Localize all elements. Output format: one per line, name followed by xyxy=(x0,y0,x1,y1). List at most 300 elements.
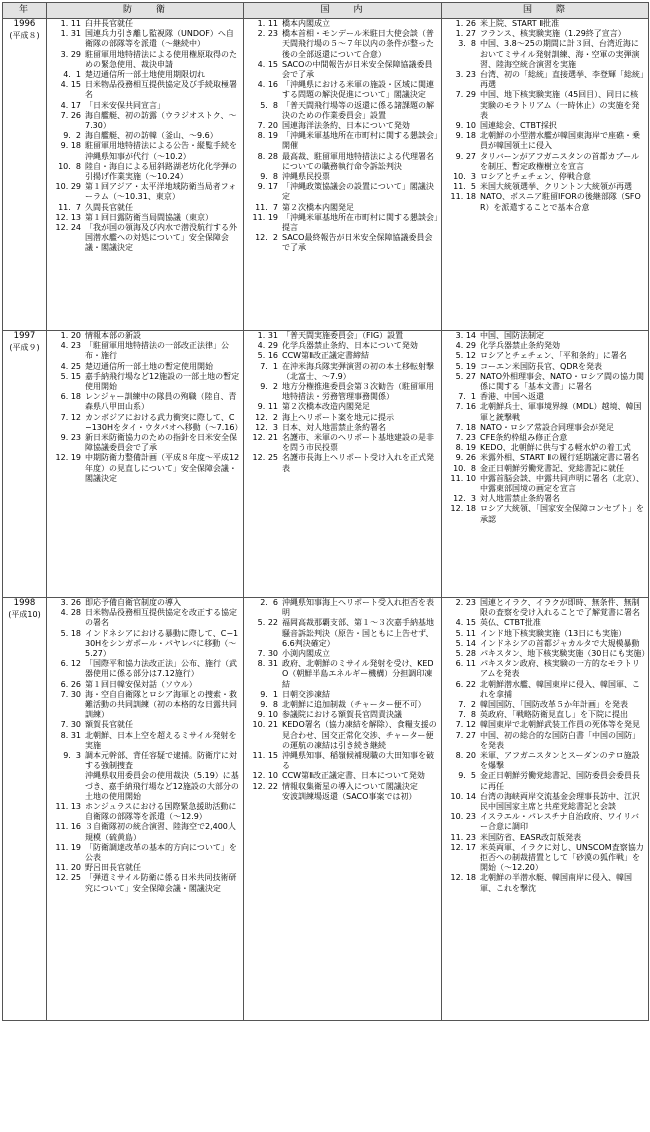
event-date: 11. 16 xyxy=(55,822,81,832)
event-text: 沖縄県知事、稲嶺候補現職の大田知事を破る xyxy=(282,751,434,771)
event-text: 橋本首相・モンデール米駐日大使会談（普天間飛行場の５〜７年以内の条件が整った後の全部返還について合意） xyxy=(282,29,434,59)
event-text: 沖縄県知事海上ヘリポート受入れ拒否を表明 xyxy=(282,598,434,618)
event-text: 野呂田長官就任 xyxy=(85,863,141,873)
event-text: 名護市、米軍のヘリポート基地建設の是非を問う市民投票 xyxy=(282,433,434,453)
event-entry xyxy=(47,162,243,182)
event-text: 第２次橋本内閣発足 xyxy=(282,202,354,212)
event-text: 金正日朝鮮労働党総書記、国防委員会委員長に再任 xyxy=(480,771,640,791)
event-entry xyxy=(442,402,648,422)
event-text: CFE条約枠組み修正合意 xyxy=(480,433,568,443)
event-entry xyxy=(442,629,648,639)
event-date xyxy=(244,792,282,802)
event-entry xyxy=(47,19,243,29)
event-text: CCW第Ⅱ改正議定書締結 xyxy=(282,351,370,361)
event-entry xyxy=(244,771,441,781)
event-entry xyxy=(442,90,648,121)
event-text: 海自艦艇、初の訪韓（釜山、〜9.6） xyxy=(85,131,218,141)
event-entry xyxy=(47,372,243,392)
event-date: 5. 28 xyxy=(455,649,476,659)
event-text: 「防衛調達改革の基本的方向について」を公表 xyxy=(85,842,237,863)
event-date: 8. 31 xyxy=(257,659,278,669)
event-text: タリバーンがアフガニスタンの首都カブールを制圧、暫定政権樹立を宣言 xyxy=(480,151,640,171)
event-text: NATO・ロシア常設合同理事会が発足 xyxy=(480,422,615,432)
event-entry xyxy=(244,782,441,792)
domestic-cell xyxy=(244,331,442,598)
international-cell xyxy=(442,598,649,1021)
year-cell xyxy=(3,598,47,1021)
event-text: ロシア大統領、「国家安全保障コンセプト」を承認 xyxy=(480,504,644,524)
event-text: 中期防衛力整備計画（平成８年度〜平成12年度）の見直しについて」安全保障会議・閣議決定 xyxy=(85,453,240,483)
event-date: 7. 12 xyxy=(455,720,476,730)
event-entry xyxy=(244,121,441,131)
event-text: 久間長官就任 xyxy=(85,202,133,212)
event-date: 4. 15 xyxy=(455,618,476,628)
event-date: 5. 18 xyxy=(60,628,81,638)
event-date: 9. 2 xyxy=(260,382,278,392)
event-date: 3. 29 xyxy=(60,49,81,59)
event-text: 中国、初の総合的な国防白書「中国の国防」を発表 xyxy=(480,730,640,750)
event-date: 8. 20 xyxy=(455,751,476,761)
event-text: 北朝鮮、日本上空を超えるミサイル発射を実施 xyxy=(85,730,237,750)
event-date: 9. 27 xyxy=(455,151,476,161)
event-entry xyxy=(442,710,648,720)
event-date: 9. 3 xyxy=(63,751,81,761)
event-entry xyxy=(244,649,441,659)
event-date: 3. 23 xyxy=(455,70,476,80)
event-text: KEDO、北朝鮮に供与する軽水炉の着工式 xyxy=(480,443,631,453)
event-text: 海自艦艇、初の訪露（ウラジオストク、〜7.30） xyxy=(85,110,237,131)
event-text: 情報本部の新設 xyxy=(85,331,141,340)
event-text: 「沖縄政策協議会の設置について」閣議決定 xyxy=(282,182,434,202)
event-entry xyxy=(244,351,441,361)
event-text: 参議院における額賀長官問責決議 xyxy=(282,710,402,720)
event-entry xyxy=(47,50,243,70)
event-text: 海・空自自衛隊とロシア海軍との捜索・救難活動の共同訓練（初の本格的な日露共同訓練） xyxy=(85,689,237,720)
event-date: 9. 23 xyxy=(60,433,81,443)
event-entry xyxy=(442,351,648,361)
event-date: 4. 25 xyxy=(60,361,81,371)
event-text: 福岡高裁那覇支部、第１〜３次嘉手納基地騒音訴訟判決（原告・国ともに上告せず、6.6判決確定） xyxy=(282,618,434,648)
event-entry xyxy=(47,433,243,453)
event-entry xyxy=(244,131,441,151)
event-date: 9. 11 xyxy=(257,402,278,412)
event-date: 8. 28 xyxy=(257,151,278,161)
event-text: 英政府、「戦略防衛見直し」を下院に提出 xyxy=(480,710,628,720)
event-date: 11. 5 xyxy=(453,182,476,192)
event-date: 11. 20 xyxy=(55,863,81,873)
event-text: ロシアとチェチェン、「平和条約」に署名 xyxy=(480,351,627,361)
event-date: 12. 21 xyxy=(252,433,278,443)
event-entry xyxy=(442,494,648,504)
event-date: 5. 8 xyxy=(260,100,278,110)
event-text: 第１回日韓安保対話（ソウル） xyxy=(85,679,197,689)
event-date: 11. 7 xyxy=(255,202,278,212)
event-entry xyxy=(442,39,648,70)
event-entry xyxy=(47,203,243,213)
event-text: 第１回アジア・太平洋地域防衛当局者フォーラム（〜10.31、東京） xyxy=(85,182,237,202)
event-text: 最高裁、駐留軍用地特措法による代理署名についての職務執行命令訴訟判決 xyxy=(282,151,434,171)
international-cell xyxy=(442,331,649,598)
event-entry xyxy=(244,423,441,433)
event-entry xyxy=(442,372,648,392)
event-entry xyxy=(244,659,441,690)
event-entry xyxy=(47,111,243,131)
event-entry xyxy=(47,413,243,433)
event-date: 10. 8 xyxy=(58,161,81,171)
event-date: 6. 26 xyxy=(60,679,81,689)
event-text: 「国際平和協力法改正法」公布、施行（武器使用に係る部分は7.12施行） xyxy=(85,659,237,679)
event-entry xyxy=(244,710,441,720)
event-date: 7. 30 xyxy=(60,720,81,730)
event-text: 化学兵器禁止条約、日本について発効 xyxy=(282,341,418,351)
event-entry xyxy=(244,172,441,182)
event-text: 地方分権推進委員会第３次勧告（駐留軍用地特措法・労務管理事務関係） xyxy=(282,382,434,402)
event-text: 国連総会、CTBT採択 xyxy=(480,121,557,131)
event-text: 小渕内閣成立 xyxy=(282,649,330,659)
event-entry xyxy=(244,720,441,751)
defense-cell xyxy=(47,331,244,598)
event-date: 1. 26 xyxy=(455,19,476,28)
event-entry xyxy=(442,121,648,131)
event-entry xyxy=(244,792,441,802)
event-entry xyxy=(244,60,441,80)
event-entry xyxy=(47,822,243,842)
event-date: 12. 25 xyxy=(55,873,81,883)
event-date: 5. 14 xyxy=(455,638,476,648)
event-date: 7. 20 xyxy=(257,121,278,131)
event-date: 2. 23 xyxy=(257,29,278,39)
event-date: 3. 14 xyxy=(455,331,476,340)
year-row xyxy=(3,598,649,1021)
event-entry xyxy=(47,680,243,690)
header-year: 年 xyxy=(3,3,47,19)
event-entry xyxy=(47,141,243,161)
event-entry xyxy=(442,392,648,402)
event-entry xyxy=(244,598,441,618)
event-text: 駐留軍用地特措法による公告・縦覧手続を沖縄県知事が代行（〜10.2） xyxy=(85,141,237,161)
event-date: 8. 19 xyxy=(455,443,476,453)
event-text: 北朝鮮の小型潜水艦が韓国東海岸で座礁・乗員が韓国領土に侵入 xyxy=(480,131,640,151)
event-text: 「日米安保共同宣言」 xyxy=(85,100,165,110)
event-text: 北朝鮮の半潜水艇、韓国南岸に侵入、韓国軍、これを撃沈 xyxy=(480,873,632,893)
event-date: 5. 22 xyxy=(257,618,278,628)
era-label: (平成８) xyxy=(9,31,40,40)
event-entry xyxy=(244,101,441,121)
event-entry xyxy=(442,192,648,212)
event-date: 2. 6 xyxy=(260,598,278,607)
event-text: 額賀長官就任 xyxy=(85,720,133,730)
event-entry xyxy=(47,771,243,802)
event-date: 9. 10 xyxy=(257,710,278,720)
year-label: 1997 xyxy=(13,331,36,341)
event-entry xyxy=(442,152,648,172)
event-date: 9. 1 xyxy=(260,689,278,699)
event-text: 日米物品役務相互提供協定を改正する協定の署名 xyxy=(85,608,237,628)
event-date: 12. 3 xyxy=(255,422,278,432)
event-entry xyxy=(442,771,648,791)
event-date: 7. 18 xyxy=(455,422,476,432)
event-entry xyxy=(244,453,441,473)
event-date: 11. 10 xyxy=(450,473,476,483)
event-date: 9. 18 xyxy=(60,141,81,151)
event-text: ホンジュラスにおける国際緊急援助活動に自衛隊の部隊等を派遣（〜12.9） xyxy=(85,802,237,822)
event-text: 中露首脳会談、中露共同声明に署名（北京）、中露東部国境の画定を宣言 xyxy=(480,473,644,494)
event-text: 「普天間飛行場等の返還に係る諸課題の解決のための作業委員会」設置 xyxy=(282,100,434,120)
event-text: 駐留軍用地特措法による使用権原取得のための緊急使用、裁決申請 xyxy=(85,49,237,69)
event-text: 国連兵力引き離し監視隊（UNDOF）へ自衛隊の部隊等を派遣（〜継続中） xyxy=(85,29,234,49)
event-date: 11. 19 xyxy=(252,212,278,222)
event-text: 嘉手納飛行場など12施設の一部土地の暫定使用開始 xyxy=(85,371,240,392)
event-entry xyxy=(442,182,648,192)
event-text: 橋本内閣成立 xyxy=(282,19,330,28)
event-entry xyxy=(244,233,441,253)
event-text: 情報収集衛星の導入について閣議決定 xyxy=(282,781,418,791)
event-text: 対人地雷禁止条約署名 xyxy=(480,494,560,504)
event-text: 北朝鮮に追加制裁（チャーター便不可） xyxy=(282,700,426,710)
event-entry xyxy=(442,843,648,874)
international-cell xyxy=(442,19,649,331)
event-date: 7. 1 xyxy=(260,361,278,371)
event-date: 11. 7 xyxy=(58,202,81,212)
event-date: 12. 25 xyxy=(252,453,278,463)
event-entry xyxy=(47,80,243,100)
event-date: 4. 29 xyxy=(257,341,278,351)
event-entry xyxy=(47,70,243,80)
event-text: 新日米防衛協力のための指針を日米安全保障協議委員会で了承 xyxy=(85,433,237,453)
event-date: 11. 23 xyxy=(450,832,476,842)
event-date: 4. 16 xyxy=(257,80,278,90)
event-date: 9. 18 xyxy=(455,131,476,141)
event-text: 中国、国防法制定 xyxy=(480,331,544,340)
event-text: 香港、中国へ返還 xyxy=(480,392,544,402)
event-text: 日米物品役務相互提供協定及び手続取極署名 xyxy=(85,80,237,100)
event-text: 安波訓練場返還（SACO事案では初） xyxy=(282,791,417,801)
event-entry xyxy=(442,873,648,893)
event-entry xyxy=(47,598,243,608)
event-date: 9. 8 xyxy=(260,700,278,710)
event-date: 12. 2 xyxy=(255,412,278,422)
event-entry xyxy=(442,833,648,843)
event-entry xyxy=(244,19,441,29)
event-entry xyxy=(442,618,648,628)
event-entry xyxy=(244,362,441,382)
event-text: 調本元幹部、背任容疑で逮捕。防衛庁に対する強制捜査 xyxy=(85,751,237,771)
event-date: 1. 31 xyxy=(257,331,278,340)
event-date: 4. 15 xyxy=(257,59,278,69)
event-date: 10. 14 xyxy=(450,791,476,801)
event-entry xyxy=(47,843,243,863)
event-text: フランス、核実験実施（1.29終了宣言） xyxy=(480,29,626,39)
event-date: 6. 18 xyxy=(60,392,81,402)
event-entry xyxy=(442,700,648,710)
event-text: 沖縄県民投票 xyxy=(282,172,330,182)
event-date: 5. 27 xyxy=(455,371,476,381)
event-entry xyxy=(47,341,243,361)
event-text: 「弾道ミサイル防衛に係る日米共同技術研究について」安全保障会議・閣議決定 xyxy=(85,873,237,893)
event-entry xyxy=(442,812,648,832)
event-entry xyxy=(442,731,648,751)
event-date: 6. 22 xyxy=(455,679,476,689)
event-text: 「我が国の領海及び内水で潜没航行する外国潜水艦への対処について」安全保障会議・閣議決定 xyxy=(85,223,237,253)
defense-cell xyxy=(47,19,244,331)
event-date: 7. 8 xyxy=(458,710,476,720)
year-label: 1998 xyxy=(13,598,36,608)
event-date: 12. 19 xyxy=(55,453,81,463)
event-date: 5. 12 xyxy=(455,351,476,361)
event-text: 台湾の海峡両岸交流基金会理事長訪中、江沢民中国国家主席と共産党総書記と会談 xyxy=(480,791,640,812)
event-text: 米軍、アフガニスタンとスーダンのテロ施設を爆撃 xyxy=(480,751,640,771)
event-text: インドネシアの首都ジャカルタで大規模暴動 xyxy=(480,638,640,648)
event-date: 6. 11 xyxy=(455,659,476,669)
event-date: 9. 2 xyxy=(63,131,81,141)
event-date: 4. 29 xyxy=(455,341,476,351)
event-entry xyxy=(442,680,648,700)
year-cell xyxy=(3,19,47,331)
event-text: インド地下核実験実施（13日にも実施） xyxy=(480,628,627,638)
event-date: 10. 29 xyxy=(55,182,81,192)
event-entry xyxy=(442,362,648,372)
event-date: 10. 23 xyxy=(450,812,476,822)
event-date: 2. 23 xyxy=(455,598,476,607)
event-text: 沖縄県収用委員会の使用裁決（5.19）に基づき、嘉手納飛行場など12施設の大部分の土地の使用開始 xyxy=(85,771,239,801)
event-date: 4. 1 xyxy=(63,70,81,80)
header-international: 国 際 xyxy=(442,3,649,19)
event-text: 国連とイラク、イラクが即時、無条件、無制限の査察を受け入れることで了解覚書に署名 xyxy=(480,598,640,618)
event-entry xyxy=(244,751,441,771)
event-text: 楚辺通信所一部土地使用期限切れ xyxy=(85,70,205,80)
event-entry xyxy=(47,802,243,822)
event-text: 陸自・海自による屈斜路湖老坊化化学弾の引揚げ作業実施（〜10.24） xyxy=(85,161,237,182)
event-entry xyxy=(47,392,243,412)
year-label: 1996 xyxy=(13,19,36,29)
event-date: 7. 29 xyxy=(455,90,476,100)
event-text: 即応予備自衛官制度の導入 xyxy=(85,598,181,607)
era-label: (平成９) xyxy=(9,343,40,352)
event-text: 「沖縄米軍基地所在市町村に関する懇談会」提言 xyxy=(282,212,438,233)
era-label: (平成10) xyxy=(8,610,41,619)
event-date: 11. 13 xyxy=(55,802,81,812)
event-text: 韓国東岸で北朝鮮武装工作員の死体等を発見 xyxy=(480,720,640,730)
event-entry xyxy=(47,751,243,771)
event-date: 10. 8 xyxy=(453,463,476,473)
event-entry xyxy=(442,172,648,182)
event-date: 10. 3 xyxy=(453,172,476,182)
event-date xyxy=(47,771,85,802)
event-entry xyxy=(442,341,648,351)
event-date: 1. 20 xyxy=(60,331,81,340)
event-entry xyxy=(47,453,243,484)
event-date: 7. 23 xyxy=(455,433,476,443)
event-date: 7. 30 xyxy=(60,689,81,699)
event-date: 12. 18 xyxy=(450,873,476,883)
event-entry xyxy=(244,402,441,412)
event-entry xyxy=(47,101,243,111)
event-entry xyxy=(244,700,441,710)
event-date: 9. 26 xyxy=(455,453,476,463)
event-entry xyxy=(442,331,648,341)
event-text: インドネシアにおける暴動に際して、C−130Hをシンガポール・パヤレバに移動（〜5.27） xyxy=(85,628,239,659)
event-date: 1. 11 xyxy=(257,19,278,28)
event-text: 化学兵器禁止条約発効 xyxy=(480,341,560,351)
year-row xyxy=(3,331,649,598)
event-text: パキスタン、地下核実験実施（30日にも実施） xyxy=(480,649,650,659)
event-entry xyxy=(47,731,243,751)
event-entry xyxy=(47,629,243,660)
event-entry xyxy=(442,453,648,463)
year-row xyxy=(3,19,649,331)
event-date: 3. 26 xyxy=(60,598,81,607)
event-text: 日朝交渉凍結 xyxy=(282,689,330,699)
event-entry xyxy=(47,608,243,628)
event-entry xyxy=(47,863,243,873)
event-entry xyxy=(47,131,243,141)
event-date: 4. 28 xyxy=(60,608,81,618)
event-text: 第１回日露防衛当局間協議（東京） xyxy=(85,212,213,222)
event-entry xyxy=(442,792,648,812)
event-text: 北朝鮮兵士、軍事境界線（MDL）越境、韓国軍と銃撃戦 xyxy=(480,402,642,422)
event-text: 中国、地下核実験実施（45回目）、同日に核実験のモラトリアム（一時休止）の実施を発表 xyxy=(480,90,640,120)
event-text: イスラエル・パレスチナ自治政府、ワイリバー合意に調印 xyxy=(480,812,640,832)
event-entry xyxy=(442,751,648,771)
event-text: SACOの中間報告が日米安全保障協議委員会で了承 xyxy=(282,59,433,80)
event-entry xyxy=(442,423,648,433)
event-date: 9. 5 xyxy=(458,771,476,781)
event-entry xyxy=(244,213,441,233)
event-entry xyxy=(244,413,441,423)
event-entry xyxy=(244,80,441,100)
event-date: 1. 31 xyxy=(60,29,81,39)
event-date: 8. 31 xyxy=(60,730,81,740)
event-text: ３自衛隊初の統合演習、陸海空で2,400人規模（硫黄島） xyxy=(85,822,236,842)
event-date: 7. 12 xyxy=(60,412,81,422)
event-text: 臼井長官就任 xyxy=(85,19,133,28)
event-date: 3. 8 xyxy=(458,39,476,49)
event-date: 7. 30 xyxy=(257,649,278,659)
event-text: 韓国国防、「国防改革５か年計画」を発表 xyxy=(480,700,628,710)
event-date: 5. 11 xyxy=(455,628,476,638)
event-entry xyxy=(47,331,243,341)
event-date: 1. 11 xyxy=(60,19,81,28)
chronology-table xyxy=(2,2,649,1021)
event-date: 1. 27 xyxy=(455,29,476,39)
event-text: 在沖米海兵隊実弾演習の初の本土移転射撃（北富士、〜7.9） xyxy=(282,361,434,381)
event-entry xyxy=(47,690,243,721)
event-text: 日本、対人地雷禁止条約署名 xyxy=(282,422,386,432)
event-text: 「沖縄米軍基地所在市町村に関する懇談会」開催 xyxy=(282,131,438,151)
event-text: 米上院、START Ⅱ批准 xyxy=(480,19,560,28)
event-text: 米国防省、EASR改訂版発表 xyxy=(480,832,582,842)
event-date: 12. 3 xyxy=(453,494,476,504)
event-entry xyxy=(47,362,243,372)
event-text: 金正日朝鮮労働党書記、党総書記に就任 xyxy=(480,463,624,473)
event-text: カンボジアにおける武力衝突に際して、C−130Hをタイ・ウタパオへ移動（〜7.16） xyxy=(85,412,243,432)
event-text: 国連海洋法条約、日本について発効 xyxy=(282,121,410,131)
event-entry xyxy=(244,341,441,351)
event-entry xyxy=(442,131,648,151)
event-entry xyxy=(442,464,648,474)
event-date: 5. 16 xyxy=(257,351,278,361)
event-date: 7. 16 xyxy=(455,402,476,412)
event-text: CCW第Ⅱ改正議定書、日本について発効 xyxy=(282,771,425,781)
event-text: 政府、北朝鮮のミサイル発射を受け、KEDO（朝鮮半島エネルギー機構）分担調印凍結 xyxy=(282,659,434,689)
event-entry xyxy=(442,433,648,443)
event-text: 海上ヘリポート案を地元に提示 xyxy=(282,412,394,422)
event-date: 12. 10 xyxy=(252,771,278,781)
event-date: 7. 27 xyxy=(455,730,476,740)
event-date: 12. 13 xyxy=(55,212,81,222)
event-text: 名護市長海上ヘリポート受け入れを正式発表 xyxy=(282,453,434,473)
event-entry xyxy=(442,504,648,524)
